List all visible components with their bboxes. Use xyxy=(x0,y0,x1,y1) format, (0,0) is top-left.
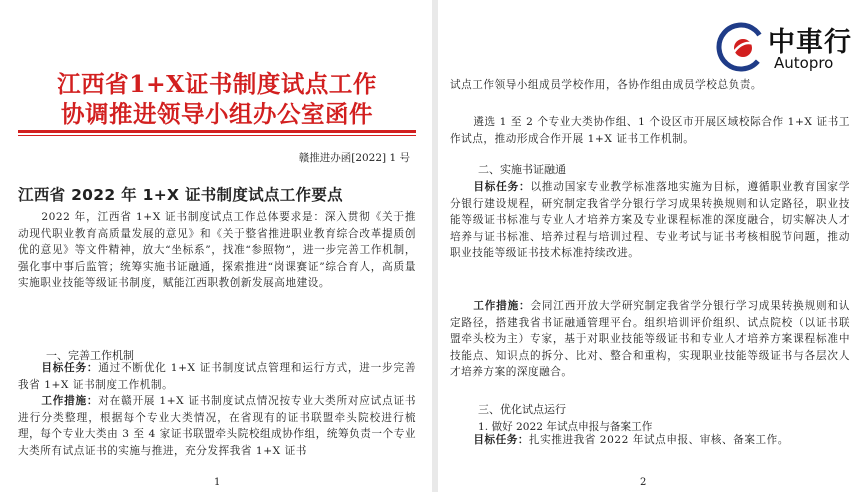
section1-goal-text: 通过不断优化 1+X 证书制度试点管理和运行方式，进一步完善我省 1+X 证书制度工作机制。 xyxy=(18,362,417,391)
page-number: 2 xyxy=(640,477,647,488)
goal-label: 目标任务： xyxy=(473,181,531,193)
document-number: 赣推进办函[2022] 1 号 xyxy=(298,152,410,164)
pilot-paragraph: 遴选 1 至 2 个专业大类协作组、1 个设区市开展区域校际合作 1+X 证书工作试点，推动形成合作开展 1+X 证书工作机制。 xyxy=(450,116,850,145)
section3-goal-paragraph xyxy=(450,432,850,449)
letterhead-title-line2: 协调推进领导小组办公室函件 xyxy=(61,100,373,128)
brand-logo-icon xyxy=(716,22,766,72)
red-divider xyxy=(18,130,416,133)
section2-goal-text: 以推动国家专业教学标准落地实施为目标，遵循职业教育国家学分银行建设规程，研究制定我省学分银行学习成果转换规则和认定路径，职业技能等级证书标准与专业人才培养方案及专业课程标准的深度融合，切实解决人才培养与证书标准、培养过程与培训过程、专业考试与证书考核相脱节问题，推动职业技能等级证书技术标准持续改进。 xyxy=(450,181,851,260)
goal-label: 目标任务： xyxy=(473,434,530,446)
main-title: 江西省 2022 年 1+X 证书制度试点工作要点 xyxy=(18,186,343,204)
document-page-1 xyxy=(0,0,432,492)
brand-name-cn: 中車行 xyxy=(768,27,852,58)
measures-label: 工作措施： xyxy=(41,395,99,407)
section2-goal-paragraph xyxy=(450,179,850,262)
continued-paragraph: 试点工作领导小组成员学校作用，各协作组由成员学校总负责。 xyxy=(450,79,763,91)
letterhead-title-line1: 江西省1+X证书制度试点工作 xyxy=(57,70,377,98)
intro-paragraph: 2022 年，江西省 1+X 证书制度试点工作总体要求是：深入贯彻《关于推动现代职业教育高质量发展的意见》和《关于整省推进职业教育综合改革提质创优的意见》等文件精神，放大“坐标系”，找准“参照物”，进一步完善工作机制，强化事中事后监管；统筹实施书证融通，探索推进“岗课赛证”综合育人，高质量实施职业技能等级证书制度，赋能江西职教创新发展高地建设。 xyxy=(18,211,416,290)
section3-heading: 三、优化试点运行 xyxy=(478,403,566,416)
goal-label: 目标任务： xyxy=(41,362,99,374)
brand-logo xyxy=(716,18,862,74)
section3-goal-text: 扎实推进我省 2022 年试点申报、审核、备案工作。 xyxy=(529,434,789,446)
section1-goal-paragraph xyxy=(18,360,416,393)
section3-subheading: 1. 做好 2022 年试点申报与备案工作 xyxy=(478,421,653,433)
section1-heading: 一、完善工作机制 xyxy=(46,349,134,362)
section2-heading: 二、实施书证融通 xyxy=(478,163,566,176)
measures-label: 工作措施： xyxy=(473,300,531,312)
brand-name-en: Autopro xyxy=(774,54,834,72)
section2-measures-text: 会同江西开放大学研究制定我省学分银行学习成果转换规则和认定路径，搭建我省书证融通管理平台。组织培训评价组织、试点院校（以证书联盟牵头校为主）专家，基于对职业技能等级证书和专业人才培养方案课程标准中技能点、知识点的拆分、比对、整合和重构，实现职业技能等级证书与各层次人才培养方案的深度融合。 xyxy=(450,300,851,379)
section1-measures-paragraph xyxy=(18,393,416,459)
page-number: 1 xyxy=(214,477,221,488)
red-divider-thin xyxy=(18,135,416,136)
section2-measures-paragraph xyxy=(450,298,850,381)
section1-measures-text: 对在赣开展 1+X 证书制度试点情况按专业大类所对应试点证书进行分类整理，根据每个专业大类情况，在省现有的证书联盟牵头院校进行梳理，每个专业大类由 3 至 4 家证书联盟牵头院校组成协作组，统筹负责一个专业大类所有试点证书的实施与推进，充分发挥我省 1+X 证书 xyxy=(18,395,417,457)
